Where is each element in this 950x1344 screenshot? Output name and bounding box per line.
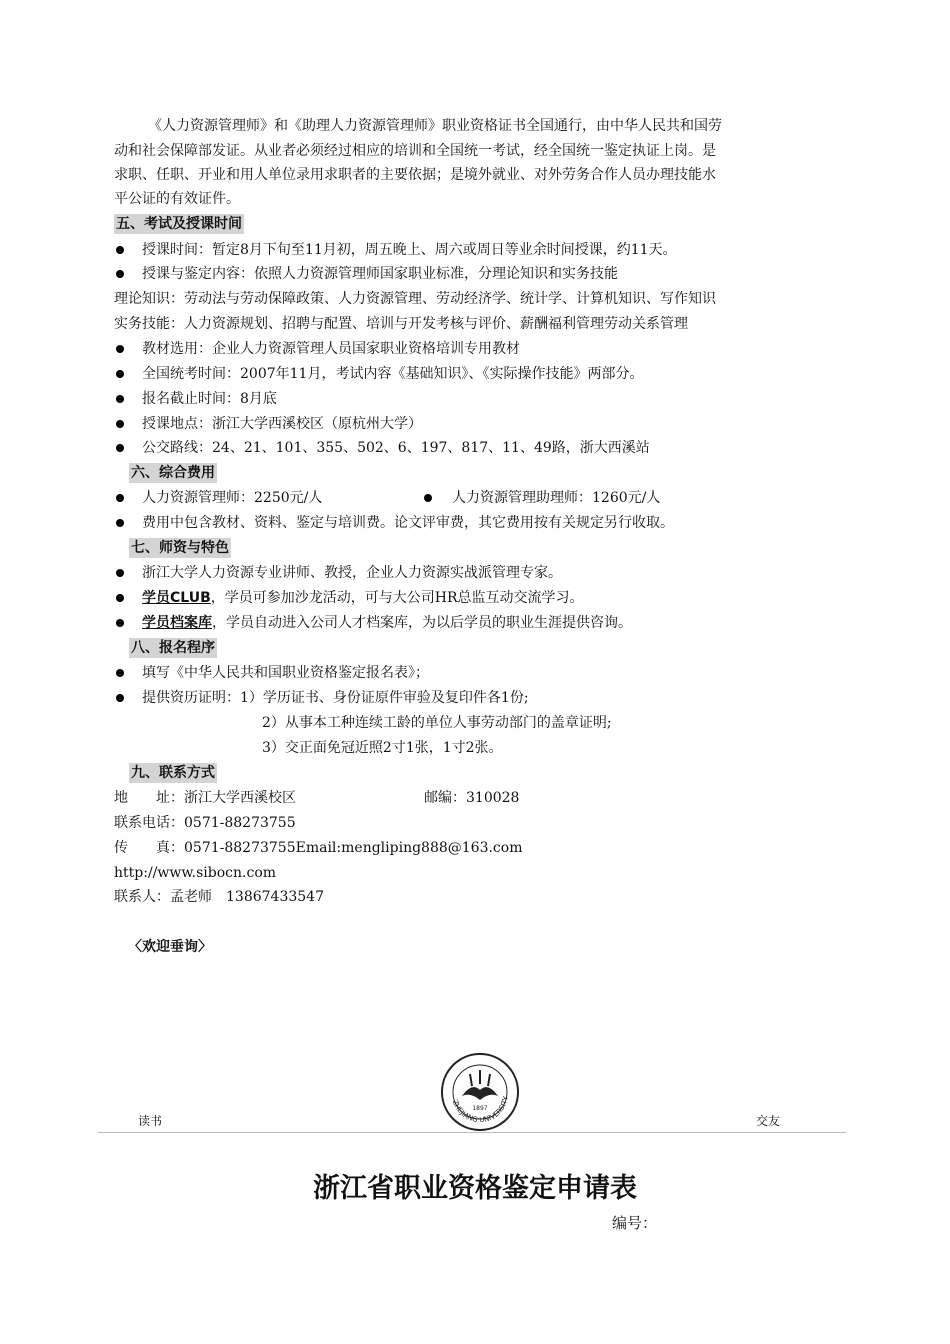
intro-line-2: 动和社会保障部发证。从业者必须经过相应的培训和全国统一考试，经全国统一鉴定执证上岗。是 [114,143,716,159]
bullet-icon [116,519,124,527]
bullet-icon [116,444,124,452]
bullet-icon [116,494,124,502]
bullet-icon [424,494,432,502]
club-label: 学员CLUB [142,590,211,606]
welcome-note: 〈欢迎垂询〉 [128,939,212,955]
intro-line-1: 《人力资源管理师》和《助理人力资源管理师》职业资格证书全国通行，由中华人民共和国劳 [148,118,722,134]
club-desc: ，学员可参加沙龙活动，可与大公司HR总监互动交流学习。 [210,590,584,606]
logo-ring-text: ZHEJIANG UNIVERSITY [450,1095,510,1125]
section-7-heading: 七、师资与特色 [131,540,229,556]
address: 地 址：浙江大学西溪校区 [114,790,296,806]
credentials-item: 提供资历证明：1）学历证书、身份证原件审验及复印件各1份; [142,690,529,706]
section-8-heading: 八、报名程序 [131,640,215,656]
footer-divider [98,1132,846,1133]
schedule-item: 授课时间：暂定8月下旬至11月初，周五晚上、周六或周日等业余时间授课，约11天。 [142,242,677,258]
form-title: 浙江省职业资格鉴定申请表 [313,1173,637,1204]
website-link[interactable]: http://www.sibocn.com [114,865,277,881]
textbook-item: 教材选用：企业人力资源管理人员国家职业资格培训专用教材 [142,341,520,357]
footer-left-text: 读书 [138,1114,163,1128]
fee-manager: 人力资源管理师：2250元/人 [142,490,323,506]
practical-skills: 实务技能：人力资源规划、招聘与配置、培训与开发考核与评价、薪酬福利管理劳动关系管理 [114,316,688,332]
postcode: 邮编：310028 [424,790,520,806]
bullet-icon [116,270,124,278]
bullet-icon [116,420,124,428]
bullet-icon [116,345,124,353]
bus-route-item: 公交路线：24、21、101、355、502、6、197、817、11、49路，浙大西溪站 [142,440,650,456]
contact-person: 联系人：孟老师 13867433547 [114,889,324,905]
intro-line-3: 求职、任职、开业和用人单位录用求职者的主要依据；是境外就业、对外劳务合作人员办理技能水 [114,167,716,183]
bullet-icon [116,594,124,602]
bullet-icon [116,569,124,577]
faculty-item: 浙江大学人力资源专业讲师、教授，企业人力资源实战派管理专家。 [142,565,562,581]
phone: 联系电话：0571-88273755 [114,815,296,831]
logo-year: 1897 [472,1105,488,1112]
registration-form-item: 填写《中华人民共和国职业资格鉴定报名表》； [142,665,429,681]
fax-email: 传 真：0571-88273755Email:mengliping888@163.com [114,840,523,856]
deadline-item: 报名截止时间：8月底 [142,391,277,407]
intro-line-4: 平公证的有效证件。 [114,191,240,207]
club-item [142,586,584,610]
bullet-icon [116,619,124,627]
fee-assistant: 人力资源管理助理师：1260元/人 [452,490,661,506]
university-logo-icon [440,1052,520,1132]
credentials-subitem-2: 2）从事本工种连续工龄的单位人事劳动部门的盖章证明; [262,715,612,731]
bullet-icon [116,370,124,378]
exam-time-item: 全国统考时间：2007年11月，考试内容《基础知识》、《实际操作技能》两部分。 [142,366,644,382]
archive-item [142,611,632,635]
footer-right-text: 交友 [756,1114,781,1128]
theory-knowledge: 理论知识：劳动法与劳动保障政策、人力资源管理、劳动经济学、统计学、计算机知识、写作知识 [114,291,716,307]
fee-note: 费用中包含教材、资料、鉴定与培训费。论文评审费，其它费用按有关规定另行收取。 [142,515,674,531]
bullet-icon [116,395,124,403]
section-6-heading: 六、综合费用 [131,465,215,481]
bullet-icon [116,694,124,702]
credentials-subitem-3: 3）交正面免冠近照2寸1张，1寸2张。 [262,740,503,756]
archive-label: 学员档案库 [142,615,212,631]
section-5-heading: 五、考试及授课时间 [116,216,242,232]
section-9-heading: 九、联系方式 [131,765,215,781]
bullet-icon [116,246,124,254]
archive-desc: ，学员自动进入公司人才档案库，为以后学员的职业生涯提供咨询。 [212,615,632,631]
location-item: 授课地点：浙江大学西溪校区（原杭州大学） [142,416,422,432]
content-item: 授课与鉴定内容：依照人力资源管理师国家职业标准，分理论知识和实务技能 [142,266,618,282]
form-number-label: 编号： [612,1214,658,1232]
bullet-icon [116,669,124,677]
